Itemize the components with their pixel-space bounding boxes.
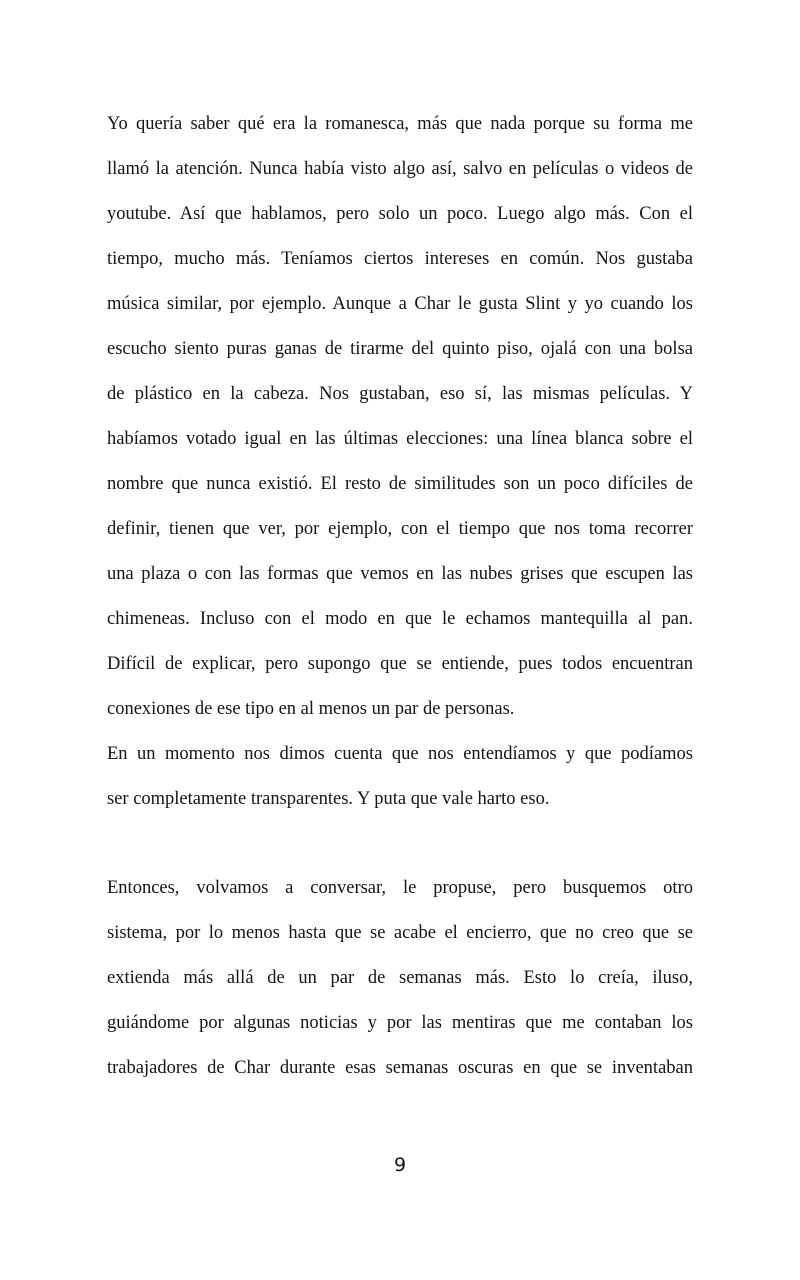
text-line: Difícil de explicar, pero supongo que se entiende, pues todos encuentran <box>107 654 693 674</box>
text-line: conexiones de ese tipo en al menos un par de personas. <box>107 699 515 719</box>
text-line: escucho siento puras ganas de tirarme del quinto piso, ojalá con una bolsa <box>107 339 693 359</box>
text-line: tiempo, mucho más. Teníamos ciertos intereses en común. Nos gustaba <box>107 249 693 269</box>
text-line: extienda más allá de un par de semanas más. Esto lo creía, iluso, <box>107 968 693 988</box>
paragraph-transparentes <box>107 743 693 833</box>
text-line: llamó la atención. Nunca había visto algo así, salvo en películas o videos de <box>107 159 693 179</box>
text-line: chimeneas. Incluso con el modo en que le echamos mantequilla al pan. <box>107 609 693 629</box>
page-number: 9 <box>393 1154 407 1176</box>
text-line: una plaza o con las formas que vemos en las nubes grises que escupen las <box>107 564 693 584</box>
text-line: sistema, por lo menos hasta que se acabe el encierro, que no creo que se <box>107 923 693 943</box>
text-line: definir, tienen que ver, por ejemplo, con el tiempo que nos toma recorrer <box>107 519 693 539</box>
paragraph-entonces <box>107 877 693 1102</box>
text-line: nombre que nunca existió. El resto de similitudes son un poco difíciles de <box>107 474 693 494</box>
text-line: ser completamente transparentes. Y puta que vale harto eso. <box>107 789 550 809</box>
text-line: Entonces, volvamos a conversar, le propuse, pero busquemos otro <box>107 878 693 898</box>
text-line: trabajadores de Char durante esas semanas oscuras en que se inventaban <box>107 1058 693 1078</box>
paragraph-romanesca <box>107 113 693 743</box>
text-line: música similar, por ejemplo. Aunque a Char le gusta Slint y yo cuando los <box>107 294 693 314</box>
text-line: youtube. Así que hablamos, pero solo un poco. Luego algo más. Con el <box>107 204 693 224</box>
text-line: guiándome por algunas noticias y por las mentiras que me contaban los <box>107 1013 693 1033</box>
text-line: En un momento nos dimos cuenta que nos entendíamos y que podíamos <box>107 744 693 764</box>
body-text-top <box>107 113 693 833</box>
text-line: de plástico en la cabeza. Nos gustaban, eso sí, las mismas películas. Y <box>107 384 693 404</box>
body-text-bottom <box>107 877 693 1102</box>
text-line: habíamos votado igual en las últimas elecciones: una línea blanca sobre el <box>107 429 693 449</box>
text-line: Yo quería saber qué era la romanesca, más que nada porque su forma me <box>107 114 693 134</box>
